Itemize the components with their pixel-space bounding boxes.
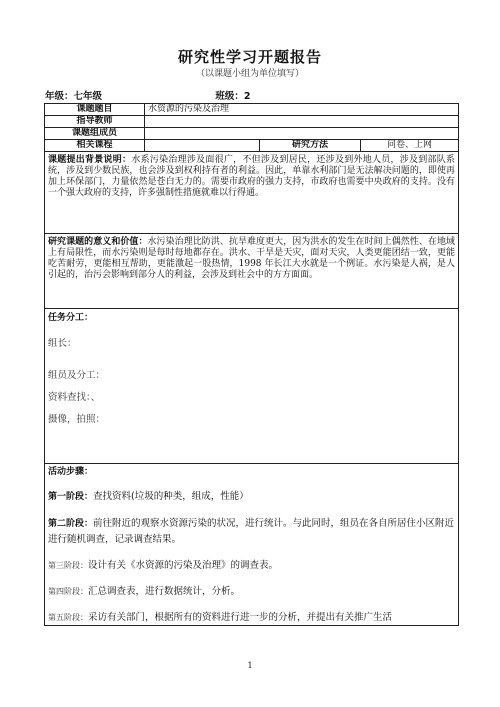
research-line: 资料查找：、 (48, 392, 101, 403)
significance-text: 水污染治理比防洪、抗旱难度更大，因为洪水的发生在时间上偶然性、在地域上有局限性，而水污染则是每时每地都存在。洪水、干旱是天灾，面对天灾，人类更能团结一致，更能吃苦耐劳，更能相互帮助，更能激起一股热情，1998 年长江大水就是一个例证。水污染是人祸，是人引起的，治污会影响到部分人的利益，会涉及到社会中的方方面面。 (48, 237, 456, 280)
steps-cell (45, 464, 459, 626)
report-table (44, 103, 459, 626)
step-5 (48, 610, 455, 625)
teacher-row (45, 116, 459, 128)
topic-label: 课题题目 (45, 104, 145, 116)
step-5-text: 采访有关部门，根据所有的资料进行进一步的分析，并提出有关推广生活 (88, 612, 393, 623)
tasks-row (45, 309, 459, 464)
step-3-stage: 第三阶段： (48, 561, 88, 570)
step-1-text: 查找资料(垃圾的种类，组成，性能） (93, 491, 249, 502)
method-label: 研究方法 (260, 140, 361, 152)
tasks-cell (45, 309, 459, 464)
members-line: 组员及分工： (48, 370, 106, 381)
members-row (45, 128, 459, 140)
significance-cell (45, 234, 459, 309)
members-value (145, 128, 459, 140)
page-subtitle: （以课题小组为单位填写） (195, 69, 304, 79)
step-1-stage: 第一阶段： (48, 492, 94, 502)
steps-row (45, 464, 459, 626)
page-title: 研究性学习开题报告 (177, 48, 322, 66)
page-number: 1 (247, 661, 253, 670)
tasks-label: 任务分工： (48, 313, 94, 323)
method-value: 问卷、上网 (361, 140, 459, 152)
step-3 (48, 558, 455, 573)
teacher-label: 指导教师 (45, 116, 145, 128)
background-row (45, 152, 459, 234)
course-row (45, 140, 459, 152)
course-label: 相关课程 (45, 140, 145, 152)
background-label: 课题提出背景说明： (48, 155, 132, 165)
background-cell (45, 152, 459, 234)
leader-line: 组长： (48, 338, 77, 349)
background-text: 水系污染治理涉及面很广，不但涉及到居民，还涉及到外地人员，涉及到部队系统，涉及到少数民族，也会涉及到权利持有者的利益。因此，单靠水利部门是无法解决问题的，即使再加上环保部门，力量依然是苍白无力的。需要市政府的强力支持，市政府也需要中央政府的支持。没有一个强大政府的支持，许多强制性措施就难以行得通。 (48, 155, 456, 198)
step-4-text: 汇总调查表，进行数据统计，分析。 (88, 586, 241, 597)
step-2-text: 前往附近的观察水资源污染的状况，进行统计。与此同时，组员在各自所居住小区附近进行随机调查，记录调查结果。 (48, 518, 455, 545)
steps-label: 活动步骤： (48, 467, 94, 477)
grade-label: 年级：七年级 (45, 91, 103, 102)
step-4-stage: 第四阶段： (48, 587, 88, 596)
teacher-value (145, 116, 459, 128)
meta-line (45, 88, 250, 102)
course-value (145, 140, 260, 152)
significance-row (45, 234, 459, 309)
step-4 (48, 584, 455, 599)
step-2 (48, 516, 455, 547)
class-label: 班级：2 (215, 91, 251, 102)
photo-line: 摄像，拍照： (48, 414, 106, 425)
topic-row (45, 104, 459, 116)
significance-label: 研究课题的意义和价值： (48, 237, 148, 247)
step-1 (48, 489, 455, 505)
step-2-stage: 第二阶段： (48, 519, 94, 529)
step-5-stage: 第五阶段： (48, 613, 88, 622)
step-3-text: 设计有关《水资源的污染及治理》的调查表。 (88, 560, 279, 571)
topic-value: 水资源的污染及治理 (145, 104, 459, 116)
members-label: 课题组成员 (45, 128, 145, 140)
